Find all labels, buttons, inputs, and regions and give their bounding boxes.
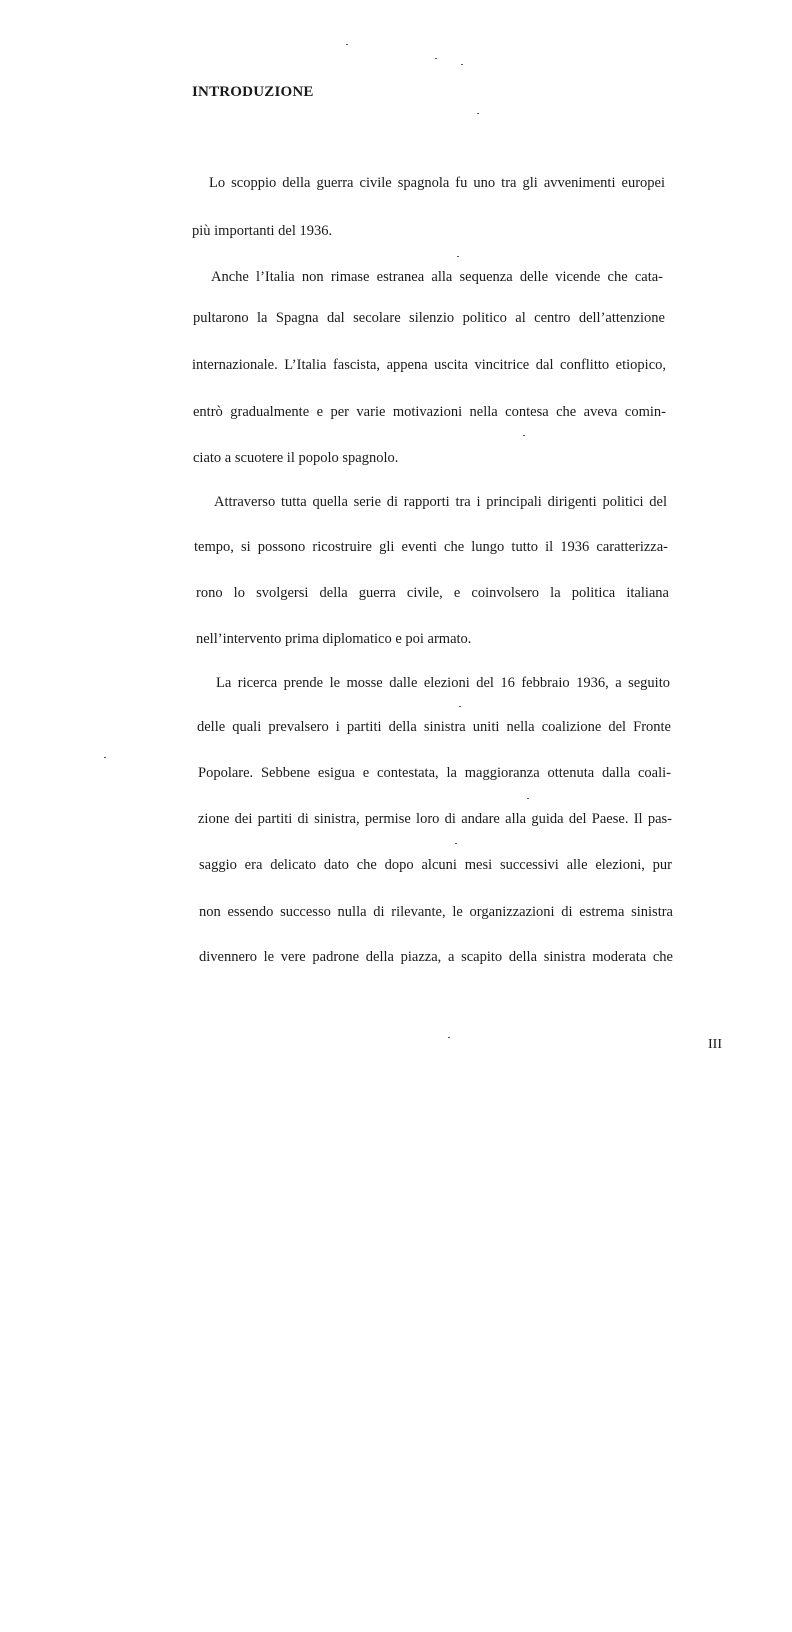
text-line: rono lo svolgersi della guerra civile, e coinvolsero la politica italiana [196, 585, 669, 601]
scan-speck [461, 64, 463, 65]
scan-speck [104, 757, 106, 758]
scan-speck [455, 843, 457, 844]
text-line: non essendo successo nulla di rilevante, le organizzazioni di estrema sinistra [199, 904, 673, 920]
text-line: divennero le vere padrone della piazza, a scapito della sinistra moderata che [199, 949, 673, 965]
text-line: Popolare. Sebbene esigua e contestata, la maggioranza ottenuta dalla coali- [198, 765, 671, 781]
scan-speck [435, 58, 437, 59]
text-line: tempo, si possono ricostruire gli eventi che lungo tutto il 1936 caratterizza- [194, 539, 668, 555]
scan-speck [459, 706, 461, 707]
text-line: Lo scoppio della guerra civile spagnola fu uno tra gli avvenimenti europei [209, 175, 665, 191]
text-line: nell’intervento prima diplomatico e poi armato. [196, 631, 472, 647]
text-line: La ricerca prende le mosse dalle elezioni del 16 febbraio 1936, a seguito [216, 675, 670, 691]
scan-speck [457, 256, 459, 257]
chapter-heading: INTRODUZIONE [192, 84, 314, 100]
text-line: zione dei partiti di sinistra, permise loro di andare alla guida del Paese. Il pas- [198, 811, 672, 827]
scan-speck [346, 44, 348, 45]
text-line: Attraverso tutta quella serie di rapporti tra i principali dirigenti politici del [214, 494, 667, 510]
scan-speck [523, 435, 525, 436]
text-line: ciato a scuotere il popolo spagnolo. [193, 450, 399, 466]
scan-speck [448, 1037, 450, 1038]
scan-speck [477, 113, 479, 114]
text-line: delle quali prevalsero i partiti della sinistra uniti nella coalizione del Fronte [197, 719, 671, 735]
text-line: pultarono la Spagna dal secolare silenzio politico al centro dell’attenzione [193, 310, 665, 326]
text-line: più importanti del 1936. [192, 223, 333, 239]
text-line: saggio era delicato dato che dopo alcuni mesi successivi alle elezioni, pur [199, 857, 672, 873]
text-line: Anche l’Italia non rimase estranea alla sequenza delle vicende che cata- [211, 269, 663, 285]
text-line: internazionale. L’Italia fascista, appena uscita vincitrice dal conflitto etiopico, [192, 357, 666, 373]
text-line: entrò gradualmente e per varie motivazioni nella contesa che aveva comin- [193, 404, 666, 420]
page-number: III [708, 1037, 722, 1052]
scan-speck [527, 798, 529, 799]
